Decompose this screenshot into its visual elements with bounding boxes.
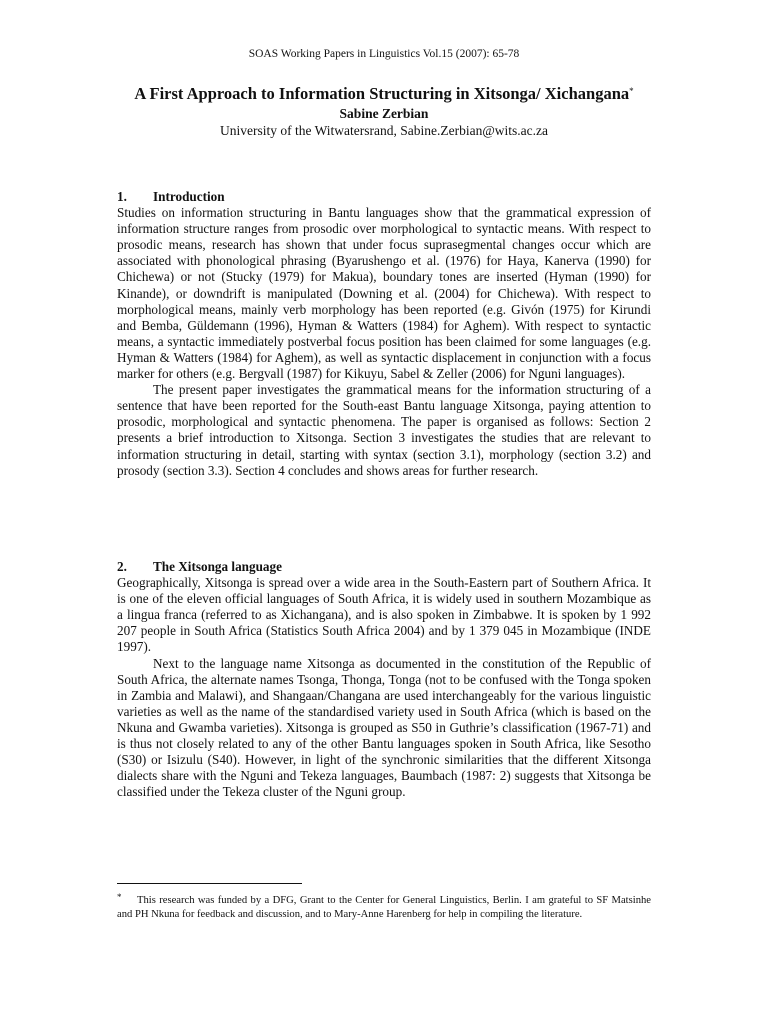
paragraph: The present paper investigates the grammatical means for the information structuring of a sentence that have been reported for the South-east Bantu language Xitsonga, paying attention to prosodic, morphological and syntactic phenomena. The paper is organised as follows: Section 2 presents a brief introduction to Xitsonga. Section 3 investigates the studies that are relevant to information structuring in detail, starting with syntax (section 3.1), morphology (section 3.2) and prosody (section 3.3). Section 4 concludes and shows areas for further research. bbox=[117, 382, 651, 478]
footnote-text: This research was funded by a DFG, Grant to the Center for General Linguistics, Berlin. I am grateful to SF Matsinhe and PH Nkuna for feedback and discussion, and to Mary-Anne Harenberg for help in compiling the literature. bbox=[117, 895, 651, 921]
paragraph: Geographically, Xitsonga is spread over a wide area in the South-Eastern part of Southern Africa. It is one of the eleven official languages of South Africa, it is widely used in southern Mozambique as a lingua franca (referred to as Xichangana), and is also spoken in Zimbabwe. It is spoken by 1 992 207 people in South Africa (Statistics South Africa 2004) and by 1 379 045 in Mozambique (INDE 1997). bbox=[117, 575, 651, 655]
footnote-divider bbox=[117, 883, 302, 884]
section-heading bbox=[117, 559, 651, 575]
section-number: 1. bbox=[117, 189, 127, 204]
paragraph: Next to the language name Xitsonga as documented in the constitution of the Republic of South Africa, the alternate names Tsonga, Thonga, Tonga (not to be confused with the Tonga spoken in Zambia and Malawi), and Shangaan/Changana are used interchangeably for the various linguistic varieties as well as the name of the standardised variety used in South Africa (which is based on the Nkuna and Gwamba varieties). Xitsonga is grouped as S50 in Guthrie’s classification (1967-71) and is thus not closely related to any of the other Bantu languages spoken in South Africa, like Sesotho (S30) or Isizulu (S40). However, in light of the synchronic similarities that the different Xitsonga dialects share with the Nguni and Tekeza languages, Baumbach (1987: 2) suggests that Xitsonga be classified under the Tekeza cluster of the Nguni group. bbox=[117, 655, 651, 800]
footnote-marker: * bbox=[117, 892, 122, 902]
paper-title-text: A First Approach to Information Structuring in Xitsonga/ Xichangana bbox=[134, 84, 630, 103]
section-xitsonga-language bbox=[117, 559, 651, 800]
author-affiliation: University of the Witwatersrand, Sabine.Zerbian@wits.ac.za bbox=[219, 123, 549, 138]
section-heading bbox=[117, 189, 651, 205]
title-footnote-marker[interactable]: * bbox=[629, 86, 634, 96]
section-number: 2. bbox=[117, 559, 127, 574]
author-name: Sabine Zerbian bbox=[339, 106, 429, 121]
paragraph: Studies on information structuring in Bantu languages show that the grammatical expression of information structure ranges from prosodic over morphological to syntactic means. With respect to prosodic means, research has shown that under focus suprasegmental changes occur which are associated with phonological phrasing (Byarushengo et al. (1976) for Haya, Kanerva (1990) for Chichewa) or not (Stucky (1979) for Makua), boundary tones are inserted (Hyman (1990) for Kinande), or downdrift is manipulated (Downing et al. (2004) for Chichewa). With respect to morphological means, mainly verb morphology has been reported (e.g. Givón (1975) for Kirundi and Bemba, Güldemann (1996), Hyman & Watters (1984) for Aghem). With respect to syntactic means, a syntactic immediately postverbal focus position has been claimed for some languages (e.g. Hyman & Watters (1984) for Aghem), as well as syntactic displacement in conjunction with a focus marker for others (e.g. Bergvall (1987) for Kikuyu, Sabel & Zeller (2006) for Nguni languages). bbox=[117, 205, 651, 382]
footnote bbox=[117, 893, 651, 923]
section-title: Introduction bbox=[153, 189, 225, 204]
running-header: SOAS Working Papers in Linguistics Vol.15 (2007): 65-78 bbox=[248, 48, 520, 60]
section-title: The Xitsonga language bbox=[153, 559, 282, 574]
title-block bbox=[100, 84, 668, 139]
section-introduction bbox=[117, 189, 651, 479]
paper-title bbox=[100, 84, 668, 104]
